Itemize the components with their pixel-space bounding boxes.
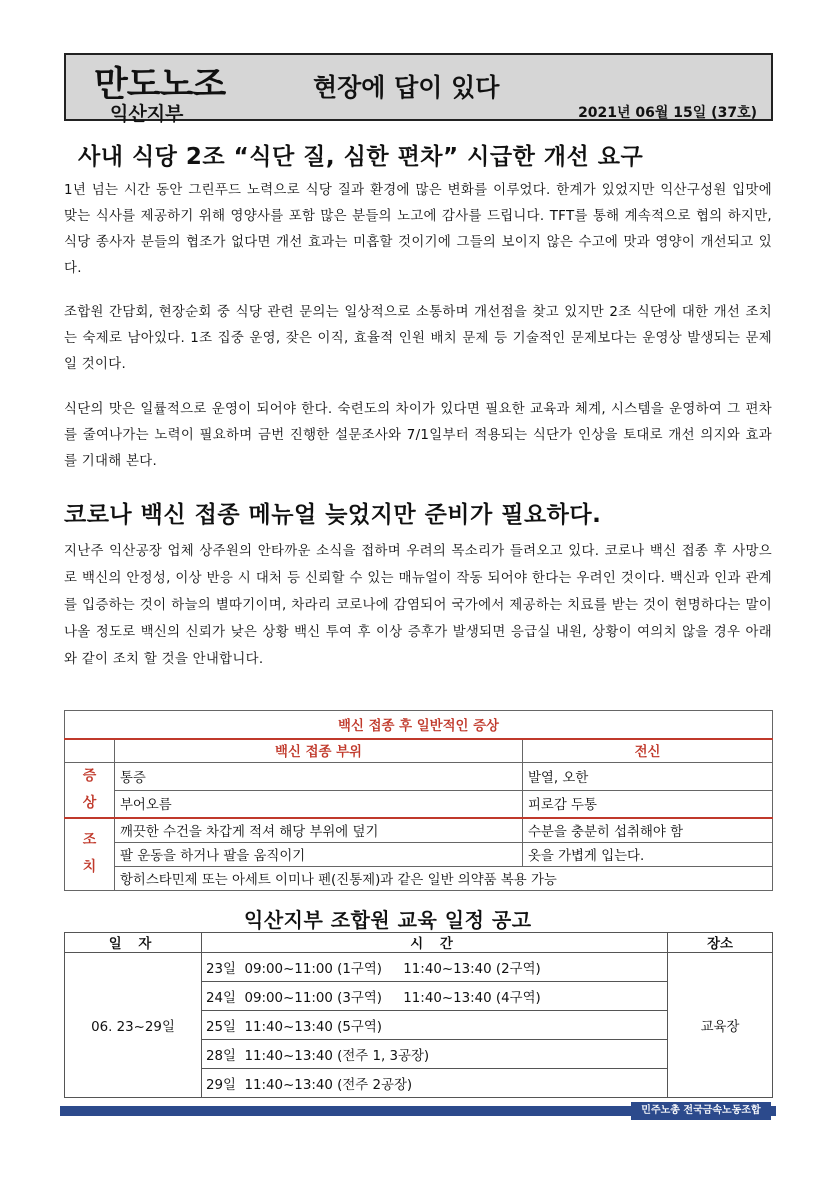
schedule-row: 24일 09:00~11:00 (3구역) 11:40~13:40 (4구역): [202, 982, 668, 1011]
issue-date: 2021년 06월 15일 (37호): [578, 105, 757, 121]
schedule-date: 06. 23~29일: [65, 953, 202, 1098]
schedule-row: 23일 09:00~11:00 (1구역) 11:40~13:40 (2구역): [202, 953, 668, 982]
schedule-table: [64, 932, 773, 1098]
article2-paragraph: 지난주 익산공장 업체 상주원의 안타까운 소식을 접하며 우려의 목소리가 들려오고 있다. 코로나 백신 접종 후 사망으로 백신의 안정성, 이상 반응 시 대처 등 신뢰할 수 있는 매뉴얼이 작동 되어야 한다는 우려인 것이다. 백신과 인과 관계를 입증하는 것이 하늘의 별따기이며, 차라리 코로나에 감염되어 국가에서 제공하는 치료를 받는 것이 현명하다는 말이 나올 정도로 백신의 신뢰가 낮은 상황 백신 투여 후 이상 증후가 발생되면 응급실 내원, 상황이 여의치 않을 경우 아래와 같이 조치 할 것을 안내합니다.: [64, 544, 772, 667]
union-name: 만도노조: [94, 65, 226, 105]
masthead: [64, 53, 773, 125]
article2-title: 코로나 백신 접종 메뉴얼 늦었지만 준비가 필요하다.: [64, 502, 602, 528]
schedule-title: 익산지부 조합원 교육 일정 공고: [244, 908, 532, 932]
symptom-body-cell: 발열, 오한: [523, 763, 773, 791]
symptom-body-cell: 피로감 두통: [523, 790, 773, 818]
slogan: 현장에 답이 있다: [313, 73, 500, 102]
schedule-row: 29일 11:40~13:40 (전주 2공장): [202, 1069, 668, 1098]
branch-name: 익산지부: [110, 103, 184, 125]
col-systemic: 전신: [523, 739, 773, 763]
side-label-symptom: 증 상: [65, 763, 115, 819]
corner-cell: [65, 739, 115, 763]
col-injection-site: 백신 접종 부위: [115, 739, 523, 763]
schedule-place: 교육장: [668, 953, 773, 1098]
article1-title: 사내 식당 2조 “식단 질, 심한 편차” 시급한 개선 요구: [78, 144, 644, 170]
side-label-action: 조 치: [65, 818, 115, 890]
col-date: 일 자: [65, 933, 202, 953]
article1-paragraph-2: 조합원 간담회, 현장순회 중 식당 관련 문의는 일상적으로 소통하며 개선점을 찾고 있지만 2조 식단에 대한 개선 조치는 숙제로 남아있다. 1조 집중 운영, 잦은 이직, 효율적 인원 배치 문제 등 기술적인 문제보다는 운영상 발생되는 문제일 것이다.: [64, 305, 772, 372]
col-place: 장소: [668, 933, 773, 953]
footer-logo: 민주노총 전국금속노동조합: [631, 1102, 771, 1120]
symptom-table-title: 백신 접종 후 일반적인 증상: [65, 711, 773, 739]
article1-paragraph-1: 1년 넘는 시간 동안 그린푸드 노력으로 식당 질과 환경에 많은 변화를 이루었다. 한계가 있었지만 익산구성원 입맛에 맞는 식사를 제공하기 위해 영양사를 포함 많은 분들의 노고에 감사를 드립니다. TFT를 통해 계속적으로 협의 하지만, 식당 종사자 분들의 협조가 없다면 개선 효과는 미흡할 것이기에 그들의 보이지 않은 수고에 맛과 영양이 개선되고 있다.: [64, 183, 772, 276]
symptom-table: [64, 710, 773, 891]
action-body-cell: 수분을 충분히 섭취해야 함: [523, 818, 773, 842]
action-site-cell: 깨끗한 수건을 차갑게 적셔 해당 부위에 덮기: [115, 818, 523, 842]
symptom-site-cell: 통증: [115, 763, 523, 791]
action-full-row: 항히스타민제 또는 아세트 이미나 펜(진통제)과 같은 일반 의약품 복용 가능: [115, 866, 773, 890]
action-site-cell: 팔 운동을 하거나 팔을 움직이기: [115, 842, 523, 866]
article1-paragraph-3: 식단의 맛은 일률적으로 운영이 되어야 한다. 숙련도의 차이가 있다면 필요한 교육과 체계, 시스템을 운영하여 그 편차를 줄여나가는 노력이 필요하며 금번 진행한 설문조사와 7/1일부터 적용되는 식단가 인상을 토대로 개선 의지와 효과를 기대해 본다.: [64, 402, 772, 469]
symptom-site-cell: 부어오름: [115, 790, 523, 818]
col-time: 시 간: [202, 933, 668, 953]
schedule-row: 28일 11:40~13:40 (전주 1, 3공장): [202, 1040, 668, 1069]
action-body-cell: 옷을 가볍게 입는다.: [523, 842, 773, 866]
schedule-row: 25일 11:40~13:40 (5구역): [202, 1011, 668, 1040]
